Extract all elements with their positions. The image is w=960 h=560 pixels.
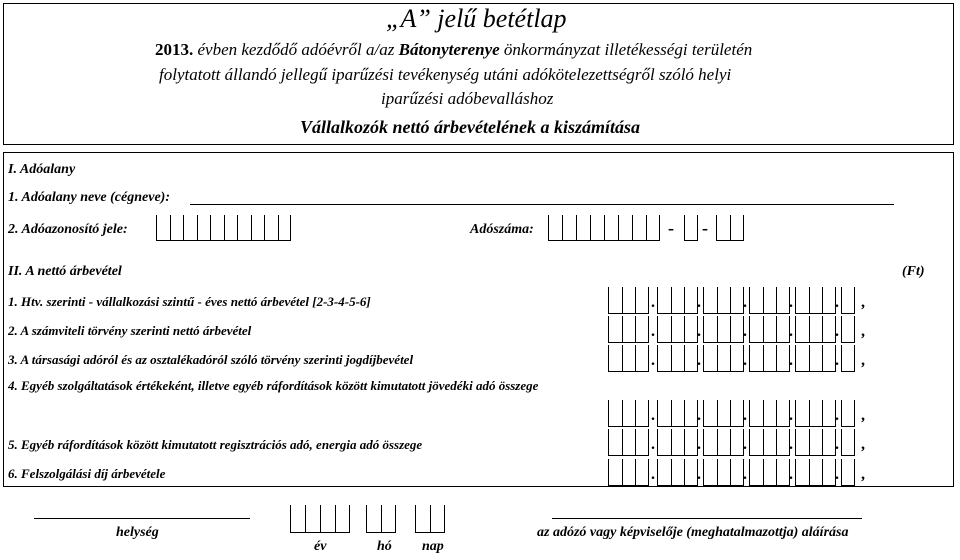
- thousands-separator: .: [743, 294, 747, 311]
- amount-digit-box[interactable]: [749, 345, 763, 372]
- amount-digit-box[interactable]: [622, 400, 636, 427]
- amount-digit-box[interactable]: [608, 287, 622, 314]
- thousands-separator: .: [697, 407, 701, 424]
- header-line-2: folytatott állandó jellegű iparűzési tevékenység utáni adókötelezettségről szóló helyi: [159, 65, 732, 84]
- taxnum-digit-box[interactable]: [646, 215, 660, 241]
- amount-digit-box[interactable]: [635, 345, 649, 372]
- amount-digit-box[interactable]: [795, 400, 809, 427]
- taxnum-digit-box[interactable]: [548, 215, 562, 241]
- amount-digit-box[interactable]: [657, 287, 671, 314]
- amount-digit-box[interactable]: [730, 287, 744, 314]
- amount-digit-box[interactable]: [763, 316, 777, 343]
- amount-digit-box[interactable]: [730, 316, 744, 343]
- amount-digit-box[interactable]: [795, 287, 809, 314]
- thousands-separator: .: [743, 352, 747, 369]
- amount-digit-box[interactable]: [684, 459, 698, 486]
- header-line-1: 2013. évben kezdődő adóévről a/az Bátonyterenye önkormányzat illetékességi területén: [155, 40, 753, 59]
- amount-digit-box[interactable]: [703, 400, 717, 427]
- amount-digit-box[interactable]: [776, 459, 790, 486]
- row-label-1: 1. Htv. szerinti - vállalkozási szintű - éves nettó árbevétel [2-3-4-5-6]: [8, 294, 371, 309]
- amount-digit-box[interactable]: [608, 429, 622, 456]
- taxid-digit-box[interactable]: [251, 215, 265, 241]
- date-year-box[interactable]: [335, 505, 350, 533]
- decimal-comma: ,: [861, 407, 865, 424]
- thousands-separator: .: [743, 323, 747, 340]
- thousands-separator: .: [835, 323, 839, 340]
- amount-digit-box[interactable]: [809, 287, 823, 314]
- amount-digit-box[interactable]: [730, 345, 744, 372]
- amount-digit-box[interactable]: [795, 345, 809, 372]
- amount-digit-box[interactable]: [608, 345, 622, 372]
- amount-digit-box[interactable]: [841, 287, 855, 314]
- taxid-digit-box[interactable]: [156, 215, 170, 241]
- decimal-comma: ,: [861, 323, 865, 340]
- thousands-separator: .: [697, 352, 701, 369]
- thousands-separator: .: [789, 323, 793, 340]
- name-label: 1. Adóalany neve (cégneve):: [8, 190, 170, 205]
- date-year-box[interactable]: [320, 505, 335, 533]
- amount-digit-box[interactable]: [717, 316, 731, 343]
- amount-digit-box[interactable]: [749, 287, 763, 314]
- taxnum-digit-box[interactable]: [730, 215, 744, 241]
- thousands-separator: .: [789, 352, 793, 369]
- taxnum-digit-box[interactable]: [684, 215, 698, 241]
- amount-digit-box[interactable]: [717, 459, 731, 486]
- amount-digit-box[interactable]: [671, 429, 685, 456]
- taxnum-digit-box[interactable]: [576, 215, 590, 241]
- taxid-digit-box[interactable]: [237, 215, 251, 241]
- thousands-separator: .: [697, 466, 701, 483]
- taxid-digit-box[interactable]: [210, 215, 224, 241]
- amount-digit-box[interactable]: [841, 316, 855, 343]
- amount-digit-box[interactable]: [608, 316, 622, 343]
- header-line-3: iparűzési adóbevalláshoz: [381, 89, 554, 108]
- thousands-separator: .: [651, 352, 655, 369]
- decimal-comma: ,: [861, 436, 865, 453]
- date-year-box[interactable]: [305, 505, 320, 533]
- row-label-4: 4. Egyéb szolgáltatások értékeként, illetve egyéb ráfordítások között kimutatott jövedéki adó összege: [8, 378, 539, 393]
- amount-digit-box[interactable]: [749, 400, 763, 427]
- taxid-digit-box[interactable]: [224, 215, 238, 241]
- amount-digit-box[interactable]: [776, 400, 790, 427]
- year-label: év: [314, 539, 327, 554]
- amount-digit-box[interactable]: [622, 459, 636, 486]
- date-day-box[interactable]: [415, 505, 430, 533]
- amount-digit-box[interactable]: [703, 287, 717, 314]
- thousands-separator: .: [835, 407, 839, 424]
- amount-digit-box[interactable]: [809, 400, 823, 427]
- amount-digit-box[interactable]: [809, 345, 823, 372]
- amount-digit-box[interactable]: [703, 429, 717, 456]
- thousands-separator: .: [651, 323, 655, 340]
- amount-digit-box[interactable]: [730, 459, 744, 486]
- amount-digit-box[interactable]: [776, 287, 790, 314]
- section-1-heading: I. Adóalany: [8, 162, 76, 177]
- signer-label: az adózó vagy képviselője (meghatalmazottja) aláírása: [537, 525, 849, 540]
- taxid-digit-box[interactable]: [183, 215, 197, 241]
- thousands-separator: .: [651, 436, 655, 453]
- amount-digit-box[interactable]: [776, 429, 790, 456]
- amount-digit-box[interactable]: [684, 287, 698, 314]
- amount-digit-box[interactable]: [622, 429, 636, 456]
- signature-line[interactable]: [552, 518, 862, 519]
- thousands-separator: .: [651, 294, 655, 311]
- amount-digit-box[interactable]: [608, 459, 622, 486]
- taxid-digit-box[interactable]: [170, 215, 184, 241]
- amount-digit-box[interactable]: [809, 316, 823, 343]
- amount-digit-box[interactable]: [763, 429, 777, 456]
- amount-digit-box[interactable]: [763, 287, 777, 314]
- thousands-separator: .: [743, 466, 747, 483]
- amount-digit-box[interactable]: [749, 459, 763, 486]
- form-title: „A” jelű betétlap: [386, 4, 567, 33]
- amount-digit-box[interactable]: [657, 316, 671, 343]
- amount-digit-box[interactable]: [684, 429, 698, 456]
- amount-digit-box[interactable]: [841, 400, 855, 427]
- row-label-6: 6. Felszolgálási díj árbevétele: [8, 466, 166, 481]
- taxnum-dash-1: -: [668, 218, 674, 238]
- amount-digit-box[interactable]: [809, 429, 823, 456]
- amount-digit-box[interactable]: [763, 400, 777, 427]
- thousands-separator: .: [835, 436, 839, 453]
- amount-digit-box[interactable]: [635, 316, 649, 343]
- taxnum-digit-box[interactable]: [604, 215, 618, 241]
- amount-digit-box[interactable]: [841, 429, 855, 456]
- thousands-separator: .: [789, 294, 793, 311]
- taxnum-digit-box[interactable]: [562, 215, 576, 241]
- taxnum-label: Adószáma:: [470, 222, 534, 237]
- thousands-separator: .: [743, 407, 747, 424]
- amount-digit-box[interactable]: [795, 459, 809, 486]
- amount-digit-box[interactable]: [657, 400, 671, 427]
- amount-digit-box[interactable]: [671, 316, 685, 343]
- place-line[interactable]: [34, 518, 250, 519]
- amount-digit-box[interactable]: [717, 400, 731, 427]
- amount-digit-box[interactable]: [822, 400, 836, 427]
- amount-digit-box[interactable]: [809, 459, 823, 486]
- thousands-separator: .: [835, 294, 839, 311]
- amount-digit-box[interactable]: [671, 287, 685, 314]
- section-2-heading: II. A nettó árbevétel: [8, 264, 122, 279]
- thousands-separator: .: [835, 466, 839, 483]
- thousands-separator: .: [789, 466, 793, 483]
- day-label: nap: [422, 539, 444, 554]
- date-month-box[interactable]: [366, 505, 381, 533]
- thousands-separator: .: [697, 436, 701, 453]
- amount-digit-box[interactable]: [763, 345, 777, 372]
- amount-digit-box[interactable]: [635, 459, 649, 486]
- date-day-box[interactable]: [430, 505, 445, 533]
- thousands-separator: .: [789, 436, 793, 453]
- row-label-2: 2. A számviteli törvény szerinti nettó árbevétel: [8, 323, 252, 338]
- taxnum-digit-box[interactable]: [716, 215, 730, 241]
- amount-digit-box[interactable]: [622, 316, 636, 343]
- amount-digit-box[interactable]: [795, 429, 809, 456]
- amount-digit-box[interactable]: [671, 459, 685, 486]
- thousands-separator: .: [743, 436, 747, 453]
- form-subtitle: Vállalkozók nettó árbevételének a kiszámítása: [300, 117, 640, 137]
- amount-digit-box[interactable]: [776, 345, 790, 372]
- taxnum-digit-box[interactable]: [618, 215, 632, 241]
- taxnum-digit-box[interactable]: [632, 215, 646, 241]
- date-year-box[interactable]: [290, 505, 305, 533]
- taxid-digit-box[interactable]: [264, 215, 278, 241]
- amount-digit-box[interactable]: [684, 400, 698, 427]
- amount-digit-box[interactable]: [608, 400, 622, 427]
- name-field[interactable]: [190, 204, 894, 205]
- amount-digit-box[interactable]: [657, 429, 671, 456]
- amount-digit-box[interactable]: [841, 345, 855, 372]
- taxid-digit-box[interactable]: [197, 215, 211, 241]
- taxnum-dash-2: -: [702, 218, 708, 238]
- amount-digit-box[interactable]: [684, 316, 698, 343]
- amount-digit-box[interactable]: [657, 345, 671, 372]
- amount-digit-box[interactable]: [763, 459, 777, 486]
- decimal-comma: ,: [861, 294, 865, 311]
- amount-digit-box[interactable]: [730, 429, 744, 456]
- amount-digit-box[interactable]: [822, 429, 836, 456]
- amount-digit-box[interactable]: [671, 345, 685, 372]
- amount-digit-box[interactable]: [822, 316, 836, 343]
- taxnum-digit-box[interactable]: [590, 215, 604, 241]
- amount-digit-box[interactable]: [795, 316, 809, 343]
- decimal-comma: ,: [861, 466, 865, 483]
- amount-digit-box[interactable]: [703, 316, 717, 343]
- amount-digit-box[interactable]: [822, 345, 836, 372]
- taxid-digit-box[interactable]: [278, 215, 292, 241]
- taxid-label: 2. Adóazonosító jele:: [8, 222, 128, 237]
- amount-digit-box[interactable]: [703, 345, 717, 372]
- amount-digit-box[interactable]: [730, 400, 744, 427]
- amount-digit-box[interactable]: [622, 287, 636, 314]
- row-label-3: 3. A társasági adóról és az osztalékadóról szóló törvény szerinti jogdíjbevétel: [8, 352, 414, 367]
- row-label-5: 5. Egyéb ráfordítások között kimutatott regisztrációs adó, energia adó összege: [8, 437, 423, 452]
- thousands-separator: .: [651, 407, 655, 424]
- amount-digit-box[interactable]: [749, 429, 763, 456]
- unit-label: (Ft): [902, 264, 925, 279]
- amount-digit-box[interactable]: [749, 316, 763, 343]
- amount-digit-box[interactable]: [822, 287, 836, 314]
- amount-digit-box[interactable]: [635, 287, 649, 314]
- amount-digit-box[interactable]: [657, 459, 671, 486]
- amount-digit-box[interactable]: [622, 345, 636, 372]
- thousands-separator: .: [651, 466, 655, 483]
- amount-digit-box[interactable]: [635, 429, 649, 456]
- month-label: hó: [377, 539, 392, 554]
- amount-digit-box[interactable]: [841, 459, 855, 486]
- place-label: helység: [116, 525, 159, 540]
- date-month-box[interactable]: [381, 505, 396, 533]
- amount-digit-box[interactable]: [717, 287, 731, 314]
- amount-digit-box[interactable]: [717, 345, 731, 372]
- amount-digit-box[interactable]: [776, 316, 790, 343]
- amount-digit-box[interactable]: [684, 345, 698, 372]
- decimal-comma: ,: [861, 352, 865, 369]
- amount-digit-box[interactable]: [635, 400, 649, 427]
- amount-digit-box[interactable]: [822, 459, 836, 486]
- thousands-separator: .: [789, 407, 793, 424]
- thousands-separator: .: [697, 323, 701, 340]
- amount-digit-box[interactable]: [717, 429, 731, 456]
- thousands-separator: .: [835, 352, 839, 369]
- amount-digit-box[interactable]: [703, 459, 717, 486]
- amount-digit-box[interactable]: [671, 400, 685, 427]
- thousands-separator: .: [697, 294, 701, 311]
